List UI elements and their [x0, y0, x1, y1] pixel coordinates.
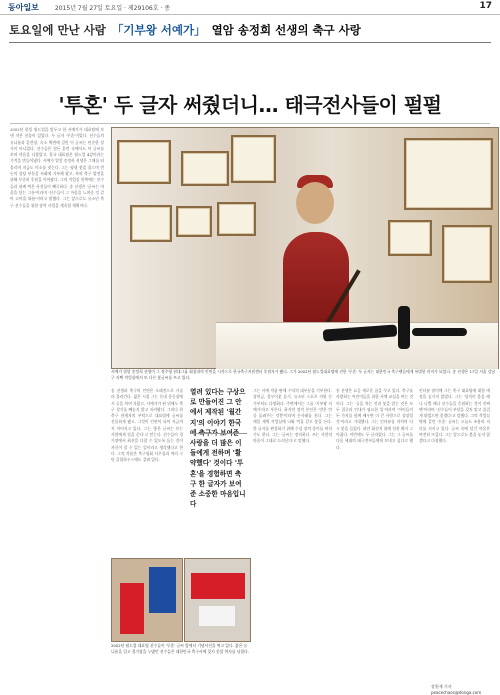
calligrapher-figure: [283, 232, 349, 326]
section-prefix: 토요일에 만난 사람: [9, 22, 106, 37]
red-uniform-shape: [120, 583, 144, 634]
white-band-shape: [199, 606, 235, 626]
article-column-5: [419, 388, 490, 683]
headline-divider: [10, 123, 490, 124]
section-title: [9, 17, 491, 43]
issue-info: 2015년 7월 27일 토요일 · 제29106호 · 종: [54, 4, 171, 12]
credit-line: 장원재 기자 peacechaos@donga.com: [431, 684, 482, 695]
article-column-2-text: 송 선생과 축구의 인연은 오래전으로 거슬러 올라간다. 젊은 시절 그는 동네 운동장에서 공을 차며 자랐고, 서예가가 된 뒤에도 축구 경기를 빼놓지 않고 지켜봤다. 그러다 한 축구 관계자의 부탁으로 대표팀에 글씨를 선물하게 됐고, 그것이 인연이 되어 지금까지 이어지고 있다. 그는 '좋은 글씨는 보는 사람에게 힘을 준다'고 믿는다. 선수들이 경기장에서 최선을 다할 수 있도록 돕는 것이 자신이 할 수 있는 일이라고 생각했다고 한다. 그의 작품은 축구협회 사무실과 여러 구단 클럽하우스에도 걸려 있다.: [111, 388, 184, 463]
article-column-3-text: 그는 서예 작품 판매 수익의 대부분을 기부한다. 장학금, 불우이웃 돕기, 유소년 스포츠 지원 등 기부처도 다양하다. 주변에서는 그를 '기부왕 서예가'라고 부른다. 하지만 정작 본인은 '받은 만큼 돌려주는 것뿐'이라며 손사래를 친다. 그는 매일 새벽 작업실에 나와 먹을 갈고 붓을 든다. 한 글자를 완성하기 위해 수십 장의 종이를 버리기도 한다. 그는 '글씨는 정직하다. 쓰는 사람의 마음이 그대로 드러난다'고 말했다.: [253, 388, 332, 444]
page-number: 17: [479, 1, 492, 11]
section-topic: 열암 송정희 선생의 축구 사랑: [211, 22, 361, 37]
article-column-5-text: 인터뷰 말미에 그는 축구 대표팀에 대한 애정을 숨기지 않았다. 그는 '성적이 좋을 때나 나쁠 때나 선수들을 응원하는 것이 진짜 팬'이라며 '선수들이 부담을 갖지 말고 즐겁게 뛰었으면 좋겠다'고 말했다. 그의 작업실 벽에 걸린 '투혼' 글씨는 오늘도 조용히 자리를 지키고 있다. 글씨 속에 담긴 마음은 여전히 뜨겁다. 그는 앞으로도 붓을 놓지 않겠다고 다짐했다.: [419, 388, 490, 444]
ink-stroke-2: [398, 306, 410, 349]
article-column-2: [111, 388, 183, 548]
wall-frame-7: [130, 205, 172, 242]
main-photo-caption: 서예가 열암 송정희 선생이 그 정주영 현대그룹 회장과의 인연을 시작으로 한국축구지원센터 후원자가 됐다. 그가 2002년 월드컵대표팀에 전한 '투혼' 두 글자는 대한민국 축구팬들에게 특별한 의미가 되었다. 송 선생은 17일 서울 강남구 자택 작업실에서 또 다른 붓글씨를 쓰고 있다.: [111, 369, 496, 380]
blue-banner-shape: [149, 567, 176, 613]
wall-frame-5: [388, 220, 432, 256]
wall-frame-1: [117, 140, 171, 184]
wall-frame-4: [404, 138, 493, 210]
ink-stroke-3: [412, 328, 467, 336]
wall-frame-6: [442, 225, 492, 283]
article-column-4: [336, 388, 413, 683]
main-photo: [111, 127, 499, 369]
bottom-photo-caption: 2002년 월드컵 대표팀 선수들이 '투혼' 글씨 앞에서 기념사진을 찍고 있다. 붉은 유니폼을 입고 경기장을 누볐던 선수들은 대한민국 축구사에 잊지 못할 역사를 남겼다.: [111, 643, 249, 654]
wall-frame-3: [231, 135, 276, 183]
red-flag-shape: [191, 573, 245, 599]
wall-frame-9: [217, 202, 256, 236]
masthead: [0, 0, 500, 15]
article-column-4-text: 송 선생은 요즘 새로운 꿈을 꾸고 있다. 축구를 사랑하는 어린이들을 위한 서예 교실을 여는 것이다. 그는 '공을 차는 것과 붓을 잡는 것은 모두 집중과 인내가 필요한 일'이라며 '아이들이 두 가지를 함께 배우면 더 큰 사람으로 성장할 것'이라고 기대했다. 그는 인터뷰를 마치며 다시 붓을 들었다. 하얀 화선지 위에 힘찬 획이 그어졌다. 이번에도 두 글자였다. 그는 그 글씨를 다음 세대의 태극전사들에게 보내고 싶다고 했다.: [336, 388, 413, 450]
paper-name: 동아일보: [8, 2, 39, 12]
article-column-1-text: 2002년 한일 월드컵을 앞두고 한 서예가가 대표팀에 보낸 작은 선물이 있었다. 두 글자 '투혼'이었다. 선수들의 유니폼과 훈련장, 숙소 벽면에 걸린 이 글씨는 단순한 장식이 아니었다. 선수들은 힘든 훈련 속에서도 이 글씨를 보며 마음을 다잡았고, 결국 대표팀은 월드컵 4강이라는 기적을 만들어냈다. 서예가 열암 송정희 선생은 그때를 떠올리며 지금도 미소를 짓는다. 그는 평생 붓을 잡으며 번 돈의 상당 부분을 사회에 기부해 왔고, 특히 축구 발전을 위해 꾸준히 후원을 이어왔다. 그의 작업실 한쪽에는 선수들과 함께 찍은 사진들이 빼곡하다. 송 선생은 '글씨는 마음을 담는 그릇'이라며 '선수들이 그 마음을 느껴준 것 같아 고마울 따름'이라고 말했다. 그는 앞으로도 유소년 축구 선수들을 위한 장학 사업을 계속할 계획이다.: [10, 127, 105, 208]
bottom-photo-1: [111, 558, 183, 642]
calligrapher-face: [296, 182, 334, 224]
section-tag: 「기부왕 서예가」: [111, 22, 206, 37]
headline: '투혼' 두 글자 써줬더니… 태극전사들이 펄펄: [58, 93, 442, 117]
bottom-photo-2: [184, 558, 251, 642]
pull-quote: 열려 있다는 구상으로 만들어진 그 안에서 제작된 '월간지'의 이야기 한국 사랑을 더 많은 이들에게 전하며 '활약했다' 것이다 '투혼'을 경험하면 축구 한 글자가 보여준 소중한 마음입니다: [190, 388, 246, 509]
quote-divider: [190, 433, 247, 434]
article-column-3: [253, 388, 332, 683]
wall-frame-2: [181, 151, 229, 186]
wall-frame-8: [176, 206, 212, 237]
article-column-1: [10, 127, 104, 646]
